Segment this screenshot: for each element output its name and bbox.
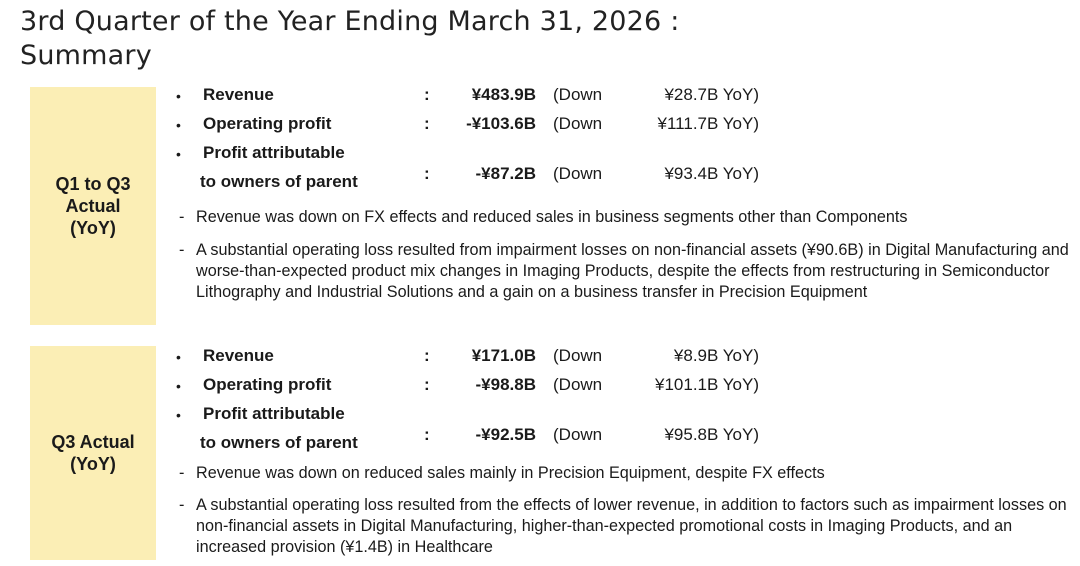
metric-change-value: ¥93.4B YoY) — [664, 164, 759, 183]
metric-name: Revenue — [203, 85, 274, 104]
metric-name-line2: to owners of parent — [200, 172, 358, 191]
metric-colon: : — [424, 114, 430, 133]
metric-name: Operating profit — [203, 114, 332, 133]
metric-colon: : — [424, 425, 430, 444]
metric-change-word: (Down — [553, 425, 603, 444]
section-label-line: Q3 Actual — [51, 432, 135, 452]
metric-change-value: ¥95.8B YoY) — [664, 425, 759, 444]
metric-change-value: ¥101.1B YoY) — [655, 375, 759, 394]
section-label-line: Actual — [65, 196, 121, 216]
metric-change-word: (Down — [553, 375, 603, 394]
note-text: Revenue was down on reduced sales mainly in Precision Equipment, despite FX effects — [196, 464, 825, 482]
note-item — [179, 207, 1074, 228]
metric-change-value: ¥8.9B YoY) — [673, 346, 759, 365]
section-label-q1-q3 — [30, 87, 156, 325]
metric-name-line2: to owners of parent — [200, 433, 358, 452]
metric-value: ¥171.0B — [471, 346, 536, 365]
metric-name-line1: Profit attributable — [203, 143, 345, 162]
bullet-icon: • — [176, 349, 181, 365]
note-item — [179, 463, 1074, 484]
note-item — [179, 240, 1074, 303]
page-title — [20, 5, 680, 73]
bullet-icon: • — [176, 88, 181, 104]
section-label-line: (YoY) — [70, 454, 116, 474]
page-title-line1: 3rd Quarter of the Year Ending March 31, 2026 : — [20, 6, 680, 37]
dash-icon: - — [179, 208, 185, 226]
metric-colon: : — [424, 85, 430, 104]
metric-value: -¥103.6B — [466, 114, 536, 133]
bullet-icon: • — [176, 117, 181, 133]
metric-name: Operating profit — [203, 375, 332, 394]
metric-colon: : — [424, 346, 430, 365]
metric-change-word: (Down — [553, 85, 603, 104]
note-text: A substantial operating loss resulted from impairment losses on non-financial assets (¥90.6B) in Digital Manufacturing and worse-than-expected product mix changes in Imaging Products, despite the effects from restructuring in Semiconductor Lithography and Industrial Solutions and a gain on a business transfer in Precision Equipment — [196, 241, 1069, 301]
metric-name-line1: Profit attributable — [203, 404, 345, 423]
dash-icon: - — [179, 241, 185, 259]
metric-change-value: ¥111.7B YoY) — [657, 114, 759, 133]
bullet-icon: • — [176, 146, 181, 162]
metric-colon: : — [424, 375, 430, 394]
page-title-line2: Summary — [20, 40, 152, 71]
metric-change-word: (Down — [553, 164, 603, 183]
note-text: A substantial operating loss resulted from the effects of lower revenue, in addition to factors such as impairment losses on non-financial assets in Digital Manufacturing, higher-than-expected promotional costs in Imaging Products, and an increased provision (¥1.4B) in Healthcare — [196, 496, 1067, 556]
metric-value: -¥87.2B — [475, 164, 536, 183]
metric-change-word: (Down — [553, 114, 603, 133]
section-label-line: (YoY) — [70, 218, 116, 238]
section-label-q3 — [30, 346, 156, 560]
metric-change-value: ¥28.7B YoY) — [664, 85, 759, 104]
metric-change-word: (Down — [553, 346, 603, 365]
metric-value: ¥483.9B — [471, 85, 536, 104]
section-label-line: Q1 to Q3 — [55, 174, 131, 194]
note-text: Revenue was down on FX effects and reduced sales in business segments other than Components — [196, 208, 908, 226]
dash-icon: - — [179, 496, 185, 514]
metric-value: -¥98.8B — [475, 375, 536, 394]
dash-icon: - — [179, 464, 185, 482]
note-item — [179, 495, 1074, 558]
metric-colon: : — [424, 164, 430, 183]
bullet-icon: • — [176, 378, 181, 394]
bullet-icon: • — [176, 407, 181, 423]
metric-value: -¥92.5B — [475, 425, 536, 444]
metric-name: Revenue — [203, 346, 274, 365]
